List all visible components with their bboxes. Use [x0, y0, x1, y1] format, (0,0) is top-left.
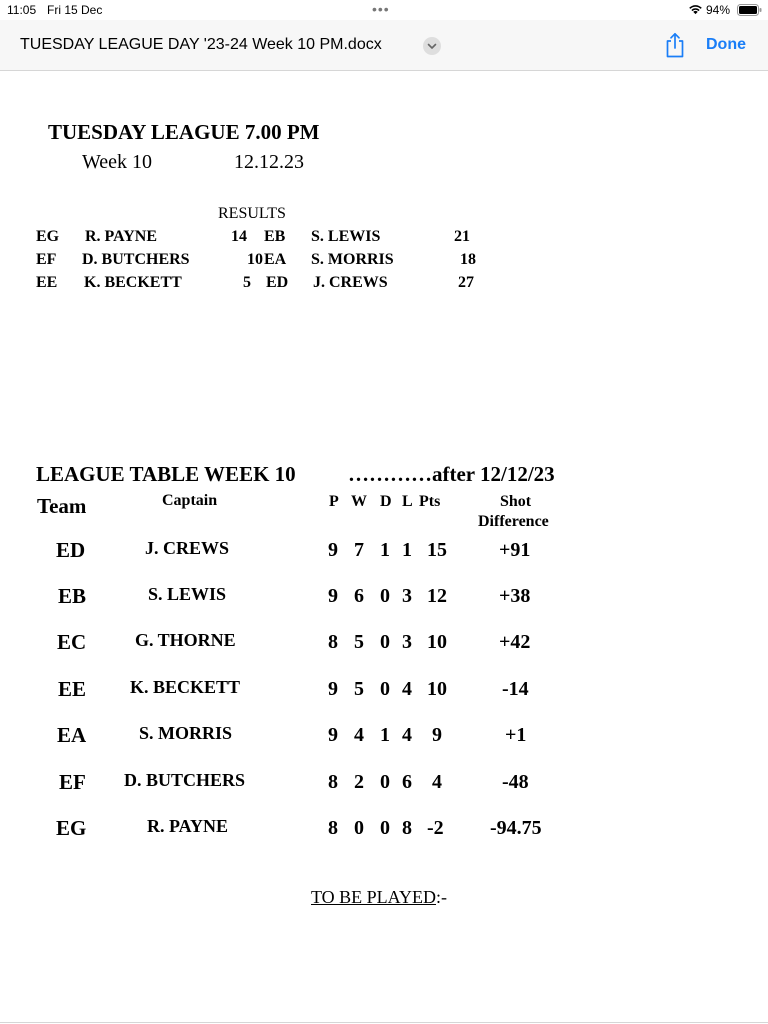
row-captain: S. MORRIS [139, 723, 233, 743]
row-difference: +38 [499, 585, 531, 607]
row-team: EB [58, 584, 87, 608]
battery-icon [737, 4, 762, 16]
result-score-away: 27 [458, 274, 474, 291]
row-lost: 4 [402, 678, 412, 700]
row-played: 9 [328, 724, 338, 746]
to-be-played-suffix: :- [436, 887, 448, 907]
result-score-home: 5 [243, 274, 251, 291]
row-team: EA [57, 723, 87, 747]
row-drawn: 0 [380, 771, 390, 793]
chevron-down-icon[interactable] [423, 37, 441, 55]
row-points: 4 [432, 771, 442, 793]
league-table-after: …………after 12/12/23 [348, 462, 555, 486]
result-score-away: 18 [460, 251, 476, 268]
header-captain: Captain [162, 492, 218, 509]
row-drawn: 0 [380, 678, 390, 700]
row-drawn: 0 [380, 585, 390, 607]
row-played: 9 [328, 585, 338, 607]
header-won: W [351, 493, 367, 510]
status-date: Fri 15 Dec [47, 3, 103, 17]
league-title: TUESDAY LEAGUE 7.00 PM [48, 120, 320, 144]
result-captain-home: R. PAYNE [85, 228, 158, 245]
status-bar [0, 0, 768, 20]
row-captain: D. BUTCHERS [124, 770, 246, 790]
result-score-home: 10 [247, 251, 263, 268]
header-shot: Shot [500, 493, 532, 510]
result-captain-away: J. CREWS [313, 274, 388, 291]
multitask-dots-icon[interactable]: ••• [372, 1, 390, 17]
result-captain-away: S. MORRIS [311, 251, 394, 268]
row-captain: J. CREWS [145, 538, 230, 558]
row-lost: 4 [402, 724, 412, 746]
row-team: EC [57, 630, 87, 654]
row-lost: 6 [402, 771, 412, 793]
row-won: 4 [354, 724, 364, 746]
header-played: P [329, 493, 339, 510]
to-be-played [311, 888, 447, 906]
header-team: Team [37, 494, 87, 518]
row-points: 12 [427, 585, 447, 607]
result-team-home: EF [36, 251, 57, 268]
row-won: 5 [354, 678, 364, 700]
nav-bar [0, 20, 768, 71]
row-won: 2 [354, 771, 364, 793]
row-lost: 8 [402, 817, 412, 839]
document-title[interactable]: TUESDAY LEAGUE DAY '23-24 Week 10 PM.docx [20, 36, 382, 53]
week-label: Week 10 [82, 151, 153, 173]
row-played: 8 [328, 817, 338, 839]
week-date: 12.12.23 [234, 151, 304, 173]
row-difference: +42 [499, 631, 531, 653]
row-won: 6 [354, 585, 364, 607]
result-score-home: 14 [231, 228, 247, 245]
row-played: 9 [328, 678, 338, 700]
row-won: 0 [354, 817, 364, 839]
row-drawn: 0 [380, 631, 390, 653]
header-difference: Difference [478, 513, 549, 530]
header-lost: L [402, 493, 413, 510]
row-played: 8 [328, 771, 338, 793]
row-difference: +91 [499, 539, 531, 561]
row-lost: 3 [402, 631, 412, 653]
row-captain: S. LEWIS [148, 584, 227, 604]
row-captain: G. THORNE [135, 630, 236, 650]
result-captain-away: S. LEWIS [311, 228, 381, 245]
done-button[interactable]: Done [706, 36, 746, 53]
results-label: RESULTS [218, 205, 286, 222]
row-difference: -14 [502, 678, 529, 700]
wifi-icon [688, 3, 703, 15]
row-points: 15 [427, 539, 447, 561]
row-team: EG [56, 816, 87, 840]
row-played: 8 [328, 631, 338, 653]
league-table-title: LEAGUE TABLE WEEK 10 [36, 462, 296, 486]
row-points: 10 [427, 678, 447, 700]
bottom-divider [0, 1022, 768, 1023]
result-team-home: EG [36, 228, 60, 245]
row-drawn: 1 [380, 724, 390, 746]
result-team-away: EA [264, 251, 287, 268]
result-captain-home: K. BECKETT [84, 274, 182, 291]
header-drawn: D [380, 493, 392, 510]
row-points: 9 [432, 724, 442, 746]
row-drawn: 0 [380, 817, 390, 839]
share-icon[interactable] [664, 32, 686, 58]
row-won: 7 [354, 539, 364, 561]
result-team-away: EB [264, 228, 286, 245]
row-difference: -48 [502, 771, 529, 793]
row-captain: R. PAYNE [147, 816, 229, 836]
row-won: 5 [354, 631, 364, 653]
to-be-played-label: TO BE PLAYED [311, 887, 437, 907]
row-team: EE [58, 677, 87, 701]
row-difference: -94.75 [490, 817, 542, 839]
row-captain: K. BECKETT [130, 677, 241, 697]
status-time: 11:05 [7, 3, 37, 17]
result-team-home: EE [36, 274, 58, 291]
row-difference: +1 [505, 724, 527, 746]
row-drawn: 1 [380, 539, 390, 561]
row-points: -2 [427, 817, 444, 839]
row-team: ED [56, 538, 86, 562]
row-lost: 3 [402, 585, 412, 607]
row-points: 10 [427, 631, 447, 653]
battery-percent: 94% [706, 3, 731, 17]
document-page [0, 71, 768, 1023]
result-team-away: ED [266, 274, 289, 291]
row-played: 9 [328, 539, 338, 561]
row-lost: 1 [402, 539, 412, 561]
result-captain-home: D. BUTCHERS [82, 251, 190, 268]
result-score-away: 21 [454, 228, 470, 245]
row-team: EF [59, 770, 86, 794]
header-points: Pts [419, 493, 441, 510]
